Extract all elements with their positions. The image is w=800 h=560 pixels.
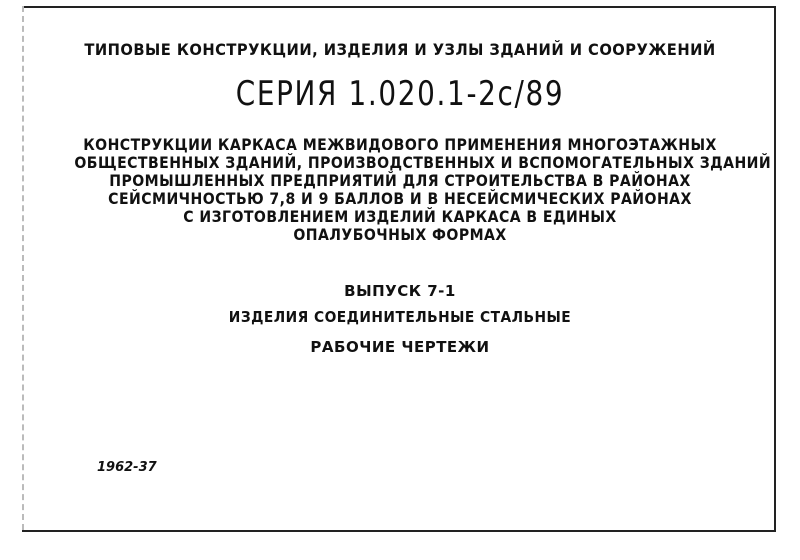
- description-line: КОНСТРУКЦИИ КАРКАСА МЕЖВИДОВОГО ПРИМЕНЕНИЯ МНОГОЭТАЖНЫХ: [83, 135, 717, 154]
- document-description: [74, 135, 772, 244]
- series-title: СЕРИЯ 1.020.1-2с/89: [235, 74, 565, 114]
- frame-border-bottom: [22, 530, 776, 532]
- product-title: ИЗДЕЛИЯ СОЕДИНИТЕЛЬНЫЕ СТАЛЬНЫЕ: [228, 308, 572, 326]
- drawings-label: РАБОЧИЕ ЧЕРТЕЖИ: [310, 338, 490, 356]
- document-header: ТИПОВЫЕ КОНСТРУКЦИИ, ИЗДЕЛИЯ И УЗЛЫ ЗДАНИЙ И СООРУЖЕНИЙ: [84, 40, 716, 59]
- description-line: СЕЙСМИЧНОСТЬЮ 7,8 И 9 БАЛЛОВ И В НЕСЕЙСМИЧЕСКИХ РАЙОНАХ: [108, 189, 692, 208]
- frame-border-top: [22, 6, 774, 8]
- description-line: С ИЗГОТОВЛЕНИЕМ ИЗДЕЛИЙ КАРКАСА В ЕДИНЫХ: [183, 207, 617, 226]
- description-line: ПРОМЫШЛЕННЫХ ПРЕДПРИЯТИЙ ДЛЯ СТРОИТЕЛЬСТВА В РАЙОНАХ: [109, 171, 691, 190]
- frame-border-right: [774, 6, 776, 530]
- document-code: 1962-37: [97, 460, 157, 475]
- frame-border-left: [22, 6, 24, 530]
- description-line: ОБЩЕСТВЕННЫХ ЗДАНИЙ, ПРОИЗВОДСТВЕННЫХ И ВСПОМОГАТЕЛЬНЫХ ЗДАНИЙ: [74, 153, 772, 172]
- description-line: ОПАЛУБОЧНЫХ ФОРМАХ: [293, 225, 507, 244]
- issue-number: ВЫПУСК 7-1: [344, 282, 456, 300]
